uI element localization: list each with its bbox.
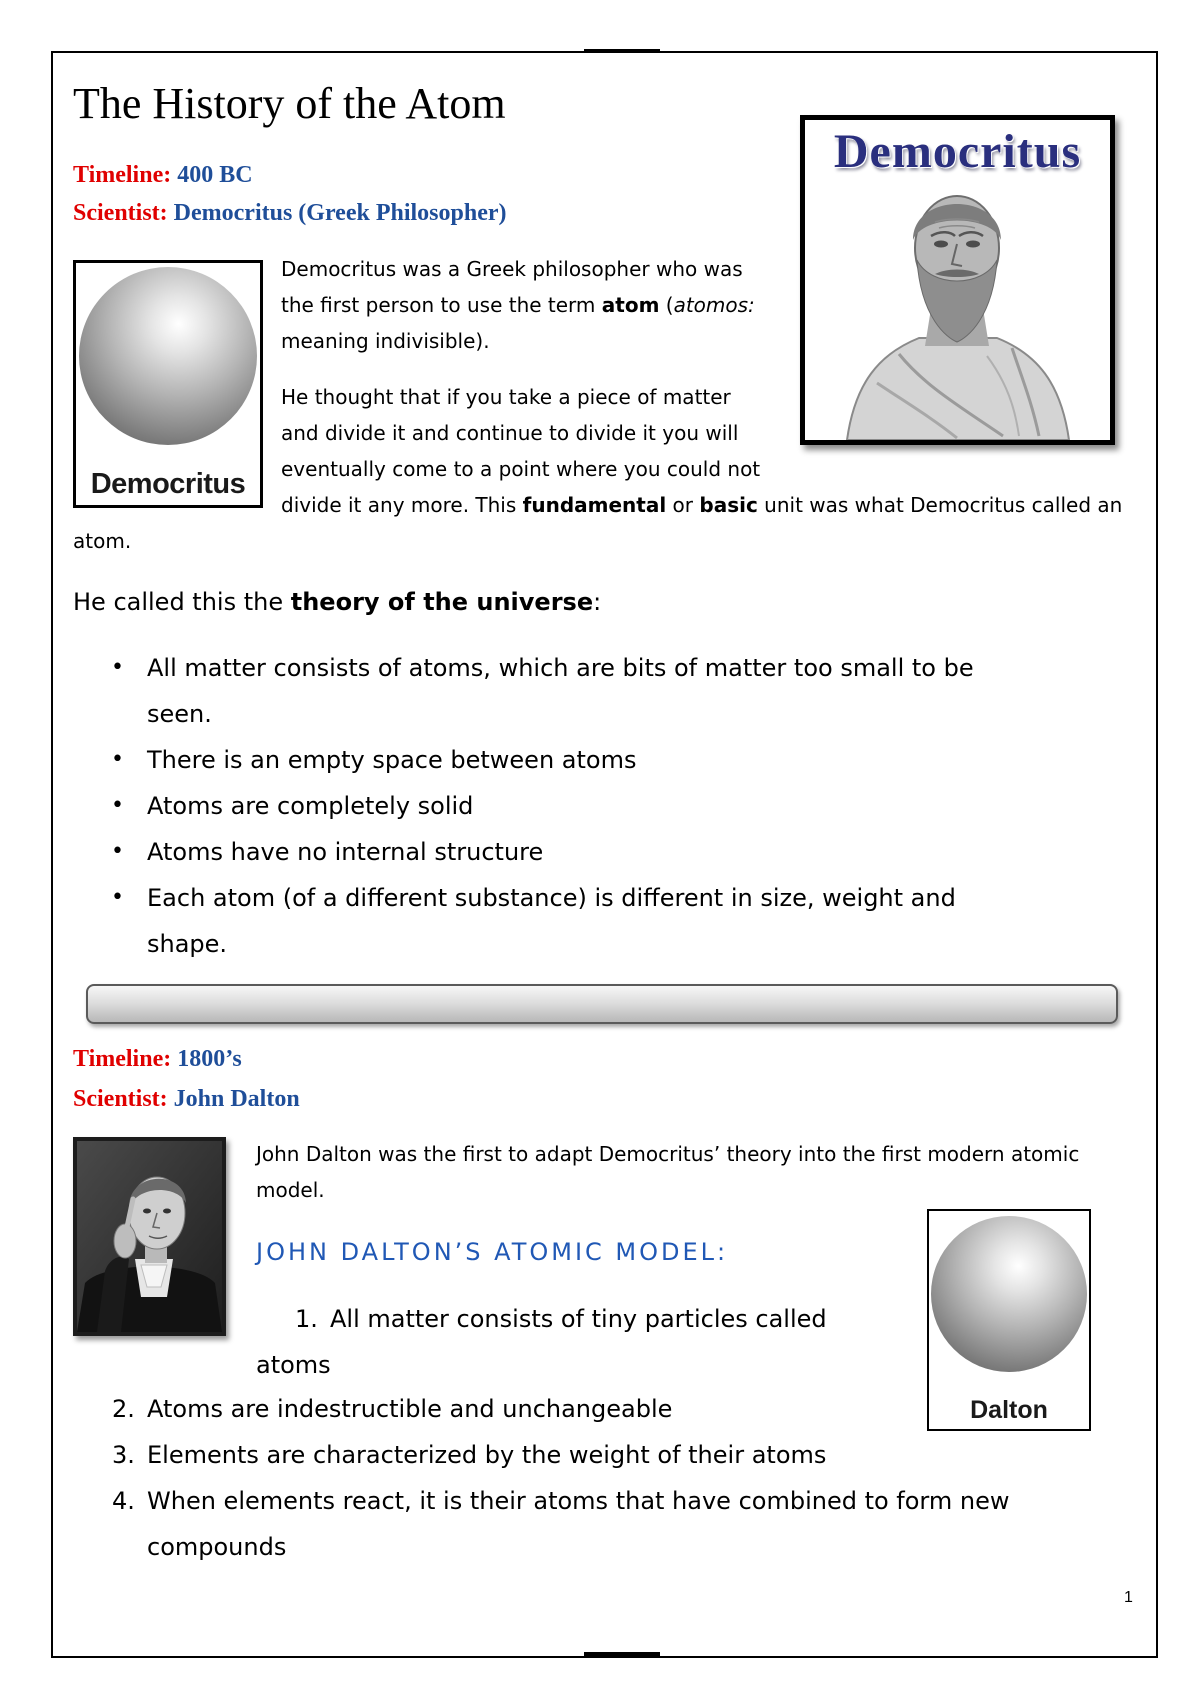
scientist-value: Democritus (Greek Philosopher) (173, 200, 507, 226)
bold-term-basic: basic (699, 493, 758, 517)
numbered-item (112, 1478, 1067, 1570)
sphere-caption: Dalton (970, 1396, 1048, 1424)
text: ( (659, 293, 674, 317)
list-item-text: Each atom (of a different substance) is different in size, weight and shape. (147, 884, 956, 958)
theory-name: theory of the universe (290, 588, 594, 616)
paragraph2-line: He thought that if you take a piece of matter (281, 385, 731, 409)
sphere-model (79, 267, 257, 445)
scientist-label: Scientist: (73, 1086, 168, 1112)
dalton-sphere-image (927, 1209, 1091, 1431)
item-text: Atoms are indestructible and unchangeable (147, 1395, 673, 1423)
item-text: All matter consists of tiny particles called atoms (256, 1305, 827, 1379)
democritus-meta (73, 156, 507, 232)
scientist-value: John Dalton (173, 1086, 300, 1112)
portrait-hand (114, 1224, 136, 1258)
democritus-timeline (73, 156, 507, 194)
bullet-icon: • (111, 839, 124, 864)
text: unit was what Democritus called an (757, 493, 1123, 517)
dalton-portrait-image (73, 1137, 226, 1336)
dalton-meta (73, 1039, 300, 1119)
bullet-icon: • (111, 747, 124, 772)
paragraph1-line (281, 287, 1122, 323)
bullet-icon: • (111, 655, 124, 680)
paragraph1-line: Democritus was a Greek philosopher who was (281, 257, 743, 281)
democritus-scientist (73, 194, 507, 232)
list-item (111, 875, 1007, 967)
text: divide it any more. This (281, 493, 523, 517)
item-number: 3. (112, 1441, 135, 1469)
timeline-label: Timeline: (73, 162, 172, 188)
text: He called this the (73, 588, 291, 616)
portrait-heading: Democritus (833, 125, 1082, 178)
sphere-caption: Democritus (90, 468, 246, 500)
portrait-eye-right (163, 1209, 171, 1214)
italic-term-atomos: atomos: (673, 293, 755, 317)
paragraph2-line: atom. (73, 529, 132, 553)
model-heading: JOHN DALTON’S ATOMIC MODEL: (256, 1238, 729, 1266)
list-item (111, 645, 1007, 737)
bullet-icon: • (111, 885, 124, 910)
list-item-text: Atoms have no internal structure (147, 838, 544, 866)
item-text: When elements react, it is their atoms that have combined to form new compounds (147, 1487, 1010, 1561)
item-number: 4. (112, 1487, 135, 1515)
theory-intro (73, 584, 601, 620)
portrait-eye-left (143, 1209, 151, 1214)
page-border-mark-bottom (584, 1652, 660, 1656)
item-number: 1. (295, 1305, 318, 1333)
numbered-item (256, 1296, 876, 1388)
list-item (111, 829, 1007, 875)
bust-eye-left (934, 241, 948, 248)
bullet-icon: • (111, 793, 124, 818)
dalton-portrait-illustration (77, 1141, 222, 1332)
paragraph1-line: meaning indivisible). (281, 329, 490, 353)
democritus-sphere-image (73, 260, 263, 508)
item-text: Elements are characterized by the weight of their atoms (147, 1441, 827, 1469)
theory-bullet-list (111, 645, 1007, 967)
list-item-text: There is an empty space between atoms (147, 746, 637, 774)
dalton-intro: John Dalton was the first to adapt Democritus’ theory into the first modern atomic model. (256, 1142, 1080, 1202)
list-item (111, 737, 1007, 783)
sphere-model (931, 1216, 1087, 1372)
democritus-description (281, 251, 1122, 523)
item-number: 2. (112, 1395, 135, 1423)
bold-term-fundamental: fundamental (522, 493, 667, 517)
page-title: The History of the Atom (73, 79, 506, 128)
paragraph2-line (281, 487, 1122, 523)
numbered-item (112, 1432, 1067, 1478)
paragraph2-line: eventually come to a point where you could not (281, 457, 761, 481)
scientist-label: Scientist: (73, 200, 168, 226)
bust-eye-right (966, 241, 980, 248)
paragraph2-line: and divide it and continue to divide it you will (281, 421, 739, 445)
bold-term-atom: atom (601, 293, 660, 317)
list-item (111, 783, 1007, 829)
page-number: 1 (1124, 1589, 1133, 1606)
text: or (666, 493, 700, 517)
timeline-value: 1800’s (177, 1046, 242, 1072)
page-border-mark-top (584, 49, 660, 53)
list-item-text: Atoms are completely solid (147, 792, 474, 820)
dalton-timeline (73, 1039, 300, 1079)
timeline-value: 400 BC (177, 162, 253, 188)
text: : (593, 588, 602, 616)
text: the first person to use the term (281, 293, 602, 317)
timeline-label: Timeline: (73, 1046, 172, 1072)
section-divider (86, 984, 1118, 1024)
list-item-text: All matter consists of atoms, which are bits of matter too small to be seen. (147, 654, 974, 728)
dalton-scientist (73, 1079, 300, 1119)
